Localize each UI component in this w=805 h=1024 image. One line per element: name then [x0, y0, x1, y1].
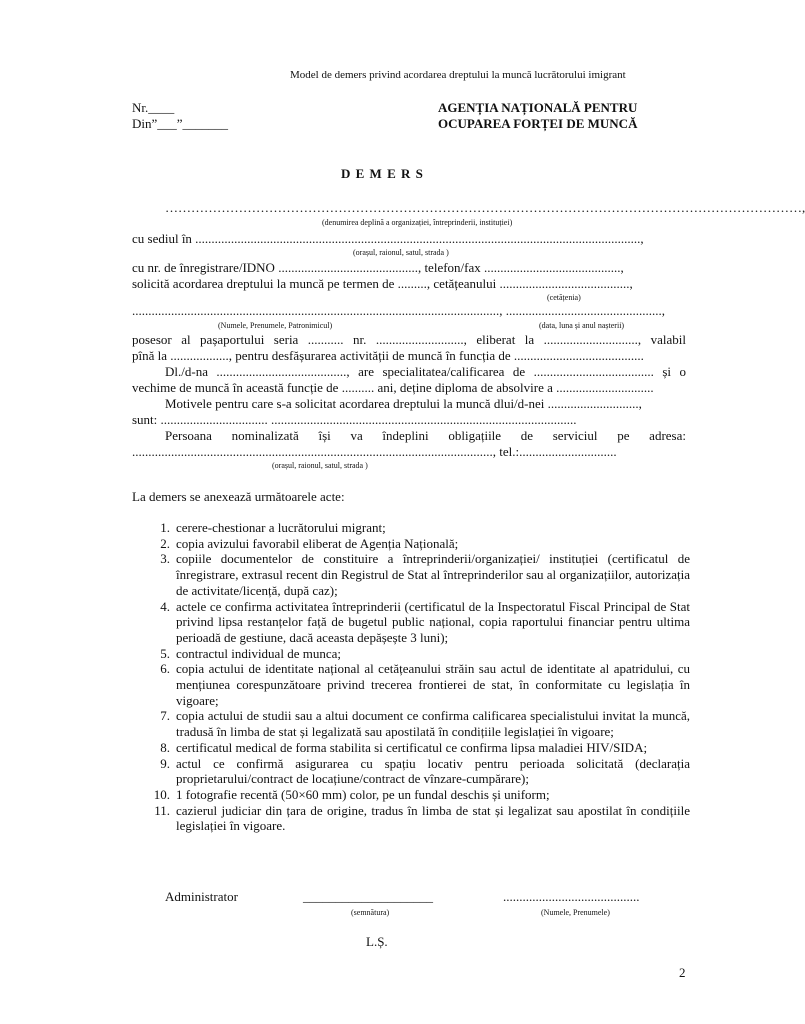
signature-note: (semnătura): [351, 908, 390, 917]
address-intro-line: Persoana nominalizată își va îndeplini obligațiile de serviciul pe adresa:: [165, 428, 686, 443]
nr-field: Nr.____: [132, 100, 175, 115]
signature-line: ____________________: [303, 889, 433, 904]
agency-name-line2: OCUPAREA FORȚEI DE MUNCĂ: [438, 116, 638, 131]
list-item: 1. cerere-chestionar a lucrătorului migrant;: [160, 520, 386, 535]
headquarters-line: cu sediul în .........................................................................................................................................,: [132, 231, 644, 246]
administrator-label: Administrator: [165, 889, 238, 904]
name-birthdate-line: ................................................................................................................., ................................................,: [132, 303, 665, 318]
list-item: 3. copiile documentelor de constituire a întreprinderii/organizației/ instituției (certificatul de înregistrare, extrasul recent din Registrul de Stat al întreprinderilor sau al organizațiilor, autorizația de activitate/licență, după caz);: [160, 551, 691, 598]
reasons-continuation-line: sunt: ................................. ..............................................................................................: [132, 412, 577, 427]
birthdate-note: (data, luna și anul nașterii): [539, 321, 625, 330]
name-signature-note: (Numele, Prenumele): [541, 908, 610, 917]
registration-line: cu nr. de înregistrare/IDNO ..........................................., telefon/fax ..........................................,: [132, 260, 624, 275]
attachments-list: [150, 520, 690, 834]
list-item: 11. cazierul judiciar din țara de origine, tradus în limba de stat și legalizat sau apostilat în condițiile legislației în vigoare.: [154, 802, 690, 834]
passport-line: posesor al pașaportului seria ........... nr. ..........................., eliberat la ............................., valabil: [132, 332, 686, 347]
list-item: 2. copia avizului favorabil eliberat de Agenția Națională;: [160, 535, 459, 551]
citizenship-note: (cetățenia): [547, 293, 581, 302]
work-term-line: solicită acordarea dreptului la muncă pe termen de ........., cetățeanului ........................................,: [132, 276, 633, 291]
list-item: 4. actele ce confirma activitatea întreprinderii (certificatul de la Inspectoratul Fiscal Principal de Stat privind lipsa restanțelor față de bugetul public național, copia raportului financiar pentru ultima perioadă de gestiune, dacă aceasta depășește 3 luni);: [160, 598, 690, 645]
date-field: Din”___”_______: [132, 116, 229, 131]
name-signature-line: ..........................................: [503, 889, 640, 904]
document-title: D E M E R S: [341, 166, 424, 181]
experience-line: vechime de muncă în această funcție de .......... ani, deține diploma de absolvire a ..............................: [132, 380, 654, 395]
model-title: Model de demers privind acordarea dreptului la muncă lucrătorului imigrant: [290, 69, 626, 81]
address-note: (orașul, raionul, satul, strada ): [272, 461, 368, 470]
organization-name-note: (denumirea deplină a organizației, întreprinderii, instituției): [322, 218, 513, 227]
stamp-place: L.Ș.: [366, 934, 388, 949]
address-phone-line: ..............................................................................................................., tel.:..............................: [132, 444, 617, 459]
position-line: pînă la .................., pentru desfășurarea activității de muncă în funcția de ........................................: [132, 348, 644, 363]
list-item: 10. 1 fotografie recentă (50×60 mm) color, pe un fundal deschis și uniform;: [153, 786, 550, 802]
list-item: 9. actul ce confirmă asigurarea cu spațiu locativ pentru perioada solicitată (declarația proprietarului/contract de locațiune/contract de vînzare-cumpărare);: [160, 755, 690, 787]
reasons-line: Motivele pentru care s-a solicitat acordarea dreptului la muncă dlui/d-nei ............................,: [165, 396, 642, 411]
name-note: (Numele, Prenumele, Patronimicul): [218, 321, 333, 330]
list-item: 5. contractul individual de munca;: [160, 645, 341, 661]
specialty-line: Dl./d-na ........................................, are specialitatea/calificarea de ..................................... și o: [165, 364, 686, 379]
organization-name-line: …………………………………………………………………………………………………………………………………,: [165, 200, 805, 215]
list-item: 7. copia actului de studii sau a altui document ce confirma calificarea specialistului invitat la muncă, tradusă în limba de stat și legalizată sau apostilată în condițiile legislației în vigoare;: [160, 708, 690, 740]
headquarters-note: (orașul, raionul, satul, strada ): [353, 248, 449, 257]
list-item: 8. certificatul medical de forma stabilita si certificatul ce confirma lipsa maladiei HIV/SIDA;: [160, 739, 648, 755]
list-item: 6. copia actului de identitate național al cetățeanului străin sau actul de identitate al apatridului, cu mențiunea corespunzătoare privind trecerea frontierei de stat, în conformitate cu legislația în vigoare;: [160, 661, 690, 708]
page-number: 2: [679, 965, 686, 980]
agency-name-line1: AGENȚIA NAȚIONALĂ PENTRU: [438, 100, 638, 115]
attachments-intro: La demers se anexează următoarele acte:: [132, 489, 345, 504]
